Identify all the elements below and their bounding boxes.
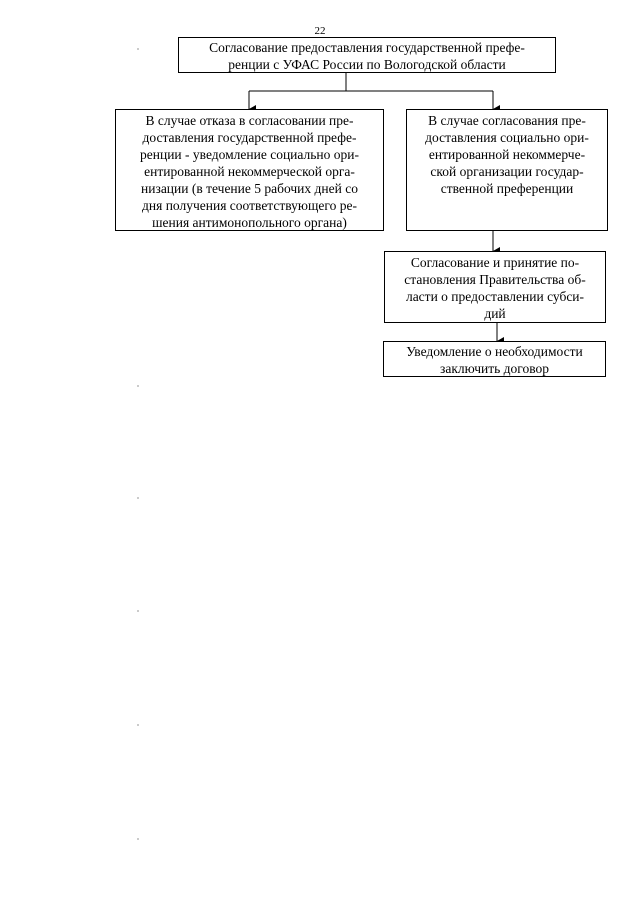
- node-text-line: Согласование и принятие по-: [410, 255, 580, 270]
- scan-speck: [137, 838, 139, 840]
- node-text-line: В случае отказа в согласовании пре-: [145, 113, 354, 128]
- scan-speck: [137, 724, 139, 726]
- node-text-line: шения антимонопольного органа): [152, 215, 347, 230]
- node-contract-notice: [383, 341, 606, 377]
- node-text-line: ской организации государ-: [430, 164, 584, 179]
- scan-speck: [137, 48, 139, 50]
- node-text-line: В случае согласования пре-: [428, 113, 586, 128]
- scan-speck: [137, 610, 139, 612]
- node-refusal-notification: [115, 109, 384, 231]
- scan-speck: [137, 385, 139, 387]
- node-text-line: ренции с УФАС России по Вологодской области: [228, 57, 506, 72]
- node-text-line: заключить договор: [440, 361, 549, 376]
- node-text-line: доставления государственной префе-: [142, 130, 357, 145]
- node-text-line: ренции - уведомление социально ори-: [140, 147, 359, 162]
- node-text-line: доставления социально ори-: [425, 130, 589, 145]
- scan-speck: [137, 497, 139, 499]
- node-text-line: ентированной некоммерче-: [428, 147, 586, 162]
- node-government-resolution: [384, 251, 606, 323]
- node-text-line: дня получения соответствующего ре-: [142, 198, 357, 213]
- node-text-line: ентированной некоммерческой орга-: [144, 164, 355, 179]
- node-text-line: Согласование предоставления государственной префе-: [209, 40, 525, 55]
- node-text-line: дий: [484, 306, 506, 321]
- node-text-line: ласти о предоставлении субси-: [405, 289, 585, 304]
- node-text-line: Уведомление о необходимости: [406, 344, 583, 359]
- node-text-line: низации (в течение 5 рабочих дней со: [141, 181, 358, 196]
- node-approval-case: [406, 109, 608, 231]
- node-text-line: становления Правительства об-: [404, 272, 586, 287]
- node-text-line: ственной преференции: [440, 181, 574, 196]
- page-number: 22: [314, 25, 326, 37]
- node-ufas-approval: [178, 37, 556, 73]
